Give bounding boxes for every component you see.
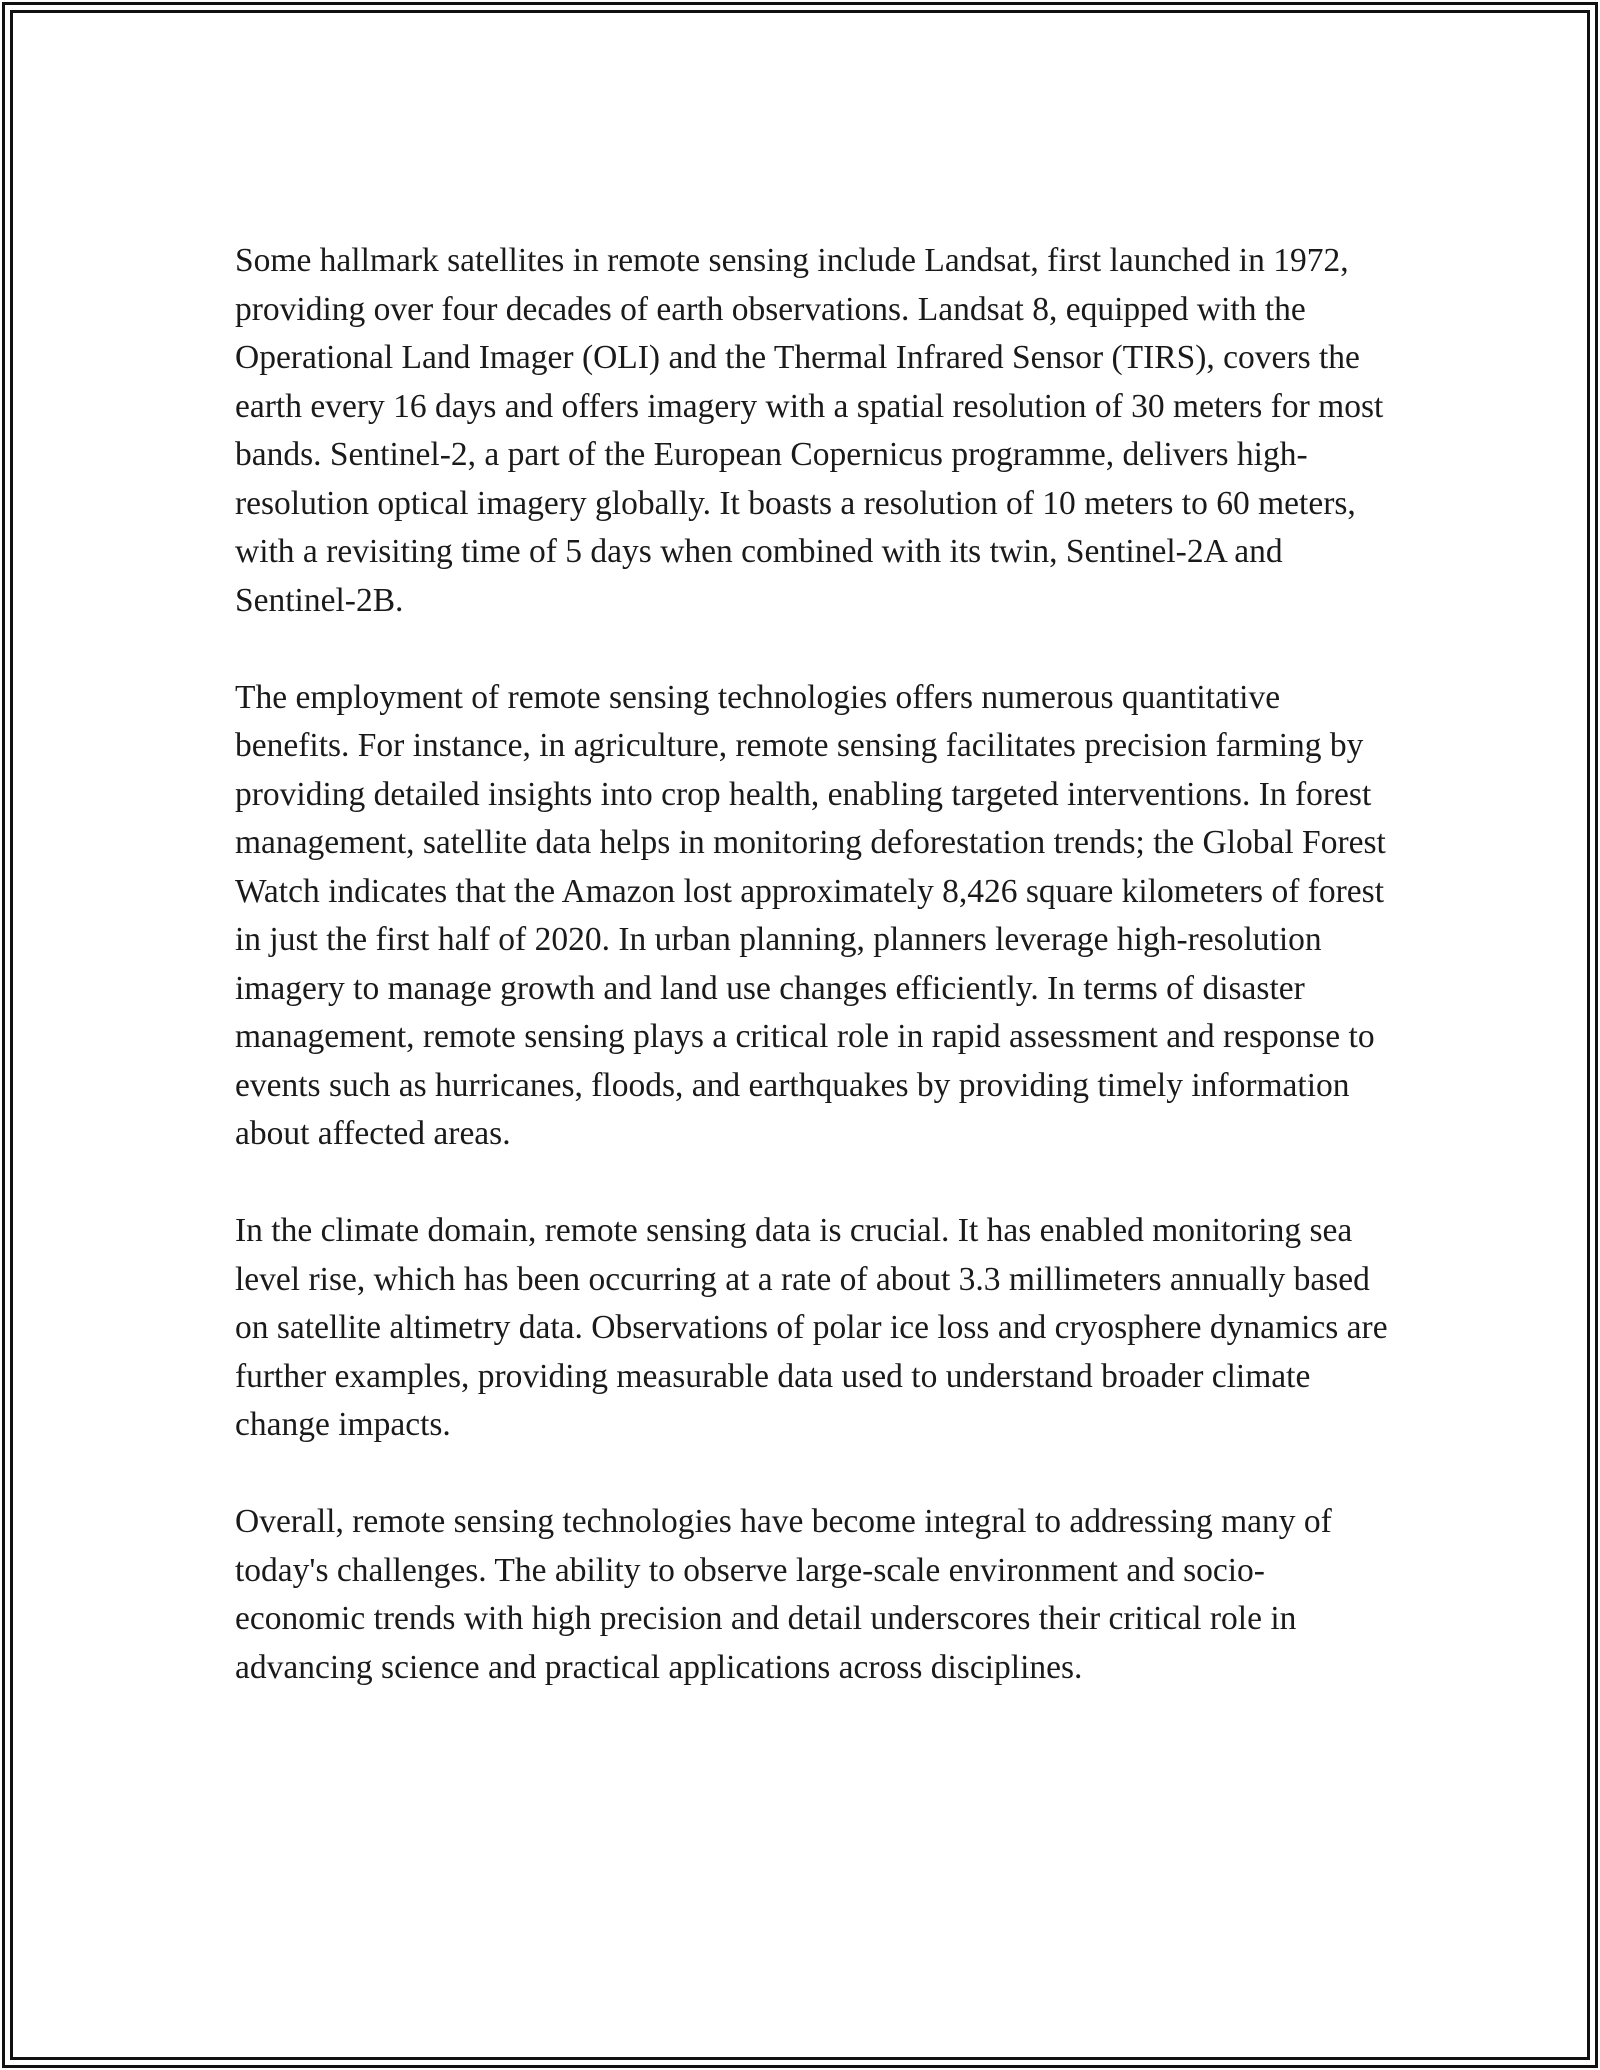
paragraph-benefits: The employment of remote sensing technologies offers numerous quantitative benefits. For instance, in agriculture, remote sensing facilitates precision farming by providing detailed insights into crop health, enabling targeted interventions. In forest management, satellite data helps in monitoring deforestation trends; the Global Forest Watch indicates that the Amazon lost approximately 8,426 square kilometers of forest in just the first half of 2020. In urban planning, planners leverage high-resolution imagery to manage growth and land use changes efficiently. In terms of disaster management, remote sensing plays a critical role in rapid assessment and response to events such as hurricanes, floods, and earthquakes by providing timely information about affected areas.	[235, 678, 1386, 1152]
paragraph-satellites: Some hallmark satellites in remote sensing include Landsat, first launched in 1972, providing over four decades of earth observations. Landsat 8, equipped with the Operational Land Imager (OLI) and the Thermal Infrared Sensor (TIRS), covers the earth every 16 days and offers imagery with a spatial resolution of 30 meters for most bands. Sentinel-2, a part of the European Copernicus programme, delivers high-resolution optical imagery globally. It boasts a resolution of 10 meters to 60 meters, with a revisiting time of 5 days when combined with its twin, Sentinel-2A and Sentinel-2B.	[235, 242, 1384, 619]
paragraph-overall: Overall, remote sensing technologies have become integral to addressing many of today's challenges. The ability to observe large-scale environment and socio-economic trends with high precision and detail underscores their critical role in advancing science and practical applications across disciplines.	[235, 1503, 1332, 1686]
paragraph-climate: In the climate domain, remote sensing data is crucial. It has enabled monitoring sea level rise, which has been occurring at a rate of about 3.3 millimeters annually based on satellite altimetry data. Observations of polar ice loss and cryosphere dynamics are further examples, providing measurable data used to understand broader climate change impacts.	[235, 1212, 1388, 1443]
document-body	[235, 237, 1395, 1741]
